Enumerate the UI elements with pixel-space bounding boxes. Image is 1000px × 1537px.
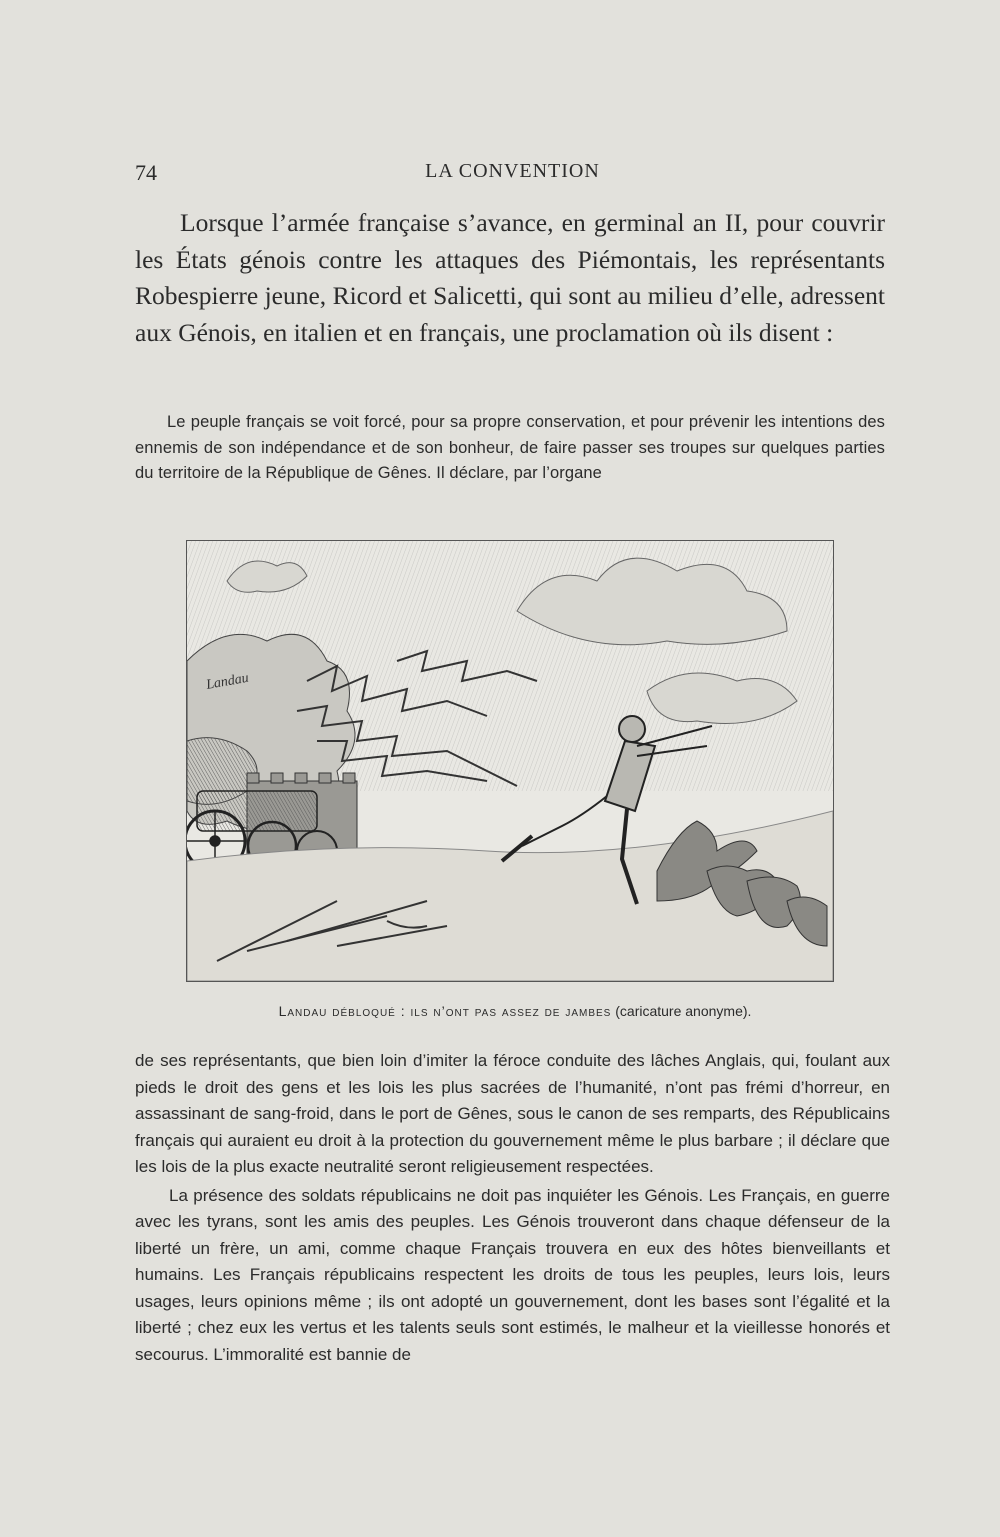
quote-second-paragraph: La présence des soldats républicains ne doit pas inquiéter les Génois. Les Français, en guerre avec les tyrans, sont les amis des peuples. Les Génois trouveront dans chaque défenseur de la liberté un frère, un ami, comme chaque Français trouvera en eux des hôtes bienveillants et humains. Les Français républicains respectent les droits de tous les peuples, leurs lois, leurs usages, leurs opinions même ; ils ont adopté un gouvernement, dont les bases sont l’égalité et la liberté ; chez eux les vertus et les talents seuls sont estimés, le malheur et la vieillesse honorés et secourus. L’immoralité est bannie de	[135, 1185, 890, 1364]
engraving-drawing	[187, 541, 833, 981]
intro-paragraph: Lorsque l’armée française s’avance, en germinal an II, pour couvrir les États génois contre les attaques des Piémontais, les représentants Robespierre jeune, Ricord et Salicetti, qui sont au milieu d’elle, adressent aux Génois, en italien et en français, une proclamation où ils disent :	[135, 208, 885, 347]
caption-note: (caricature anonyme).	[615, 1003, 752, 1019]
caricature-illustration	[186, 540, 834, 982]
body-text	[135, 1048, 890, 1368]
quote-continuation-paragraph: de ses représentants, que bien loin d’imiter la féroce conduite des lâches Anglais, qui, foulant aux pieds le droit des gens et les lois les plus sacrées de l’humanité, n’ont pas frémi d’horreur, en assassinant de sang-froid, dans le port de Gênes, sous le canon de ses remparts, des Républicains français qui auraient eu droit à la protection du gouvernement même le plus barbare ; il déclare que les lois de la plus exacte neutralité seront religieusement respectées.	[135, 1051, 890, 1176]
illustration-caption	[135, 1003, 895, 1019]
page-number: 74	[135, 160, 157, 185]
running-title: LA CONVENTION	[425, 160, 600, 182]
quoted-proclamation-opening: Le peuple français se voit forcé, pour sa propre conservation, et pour prévenir les intentions des ennemis de son indépendance et de son bonheur, de faire passer ses troupes sur quelques parties du territoire de la République de Gênes. Il déclare, par l’organe	[135, 413, 885, 482]
page-header	[135, 160, 890, 190]
signature-inscription: Landau	[205, 670, 250, 693]
caption-title: Landau débloqué : ils n’ont pas assez de jambes	[278, 1003, 612, 1019]
